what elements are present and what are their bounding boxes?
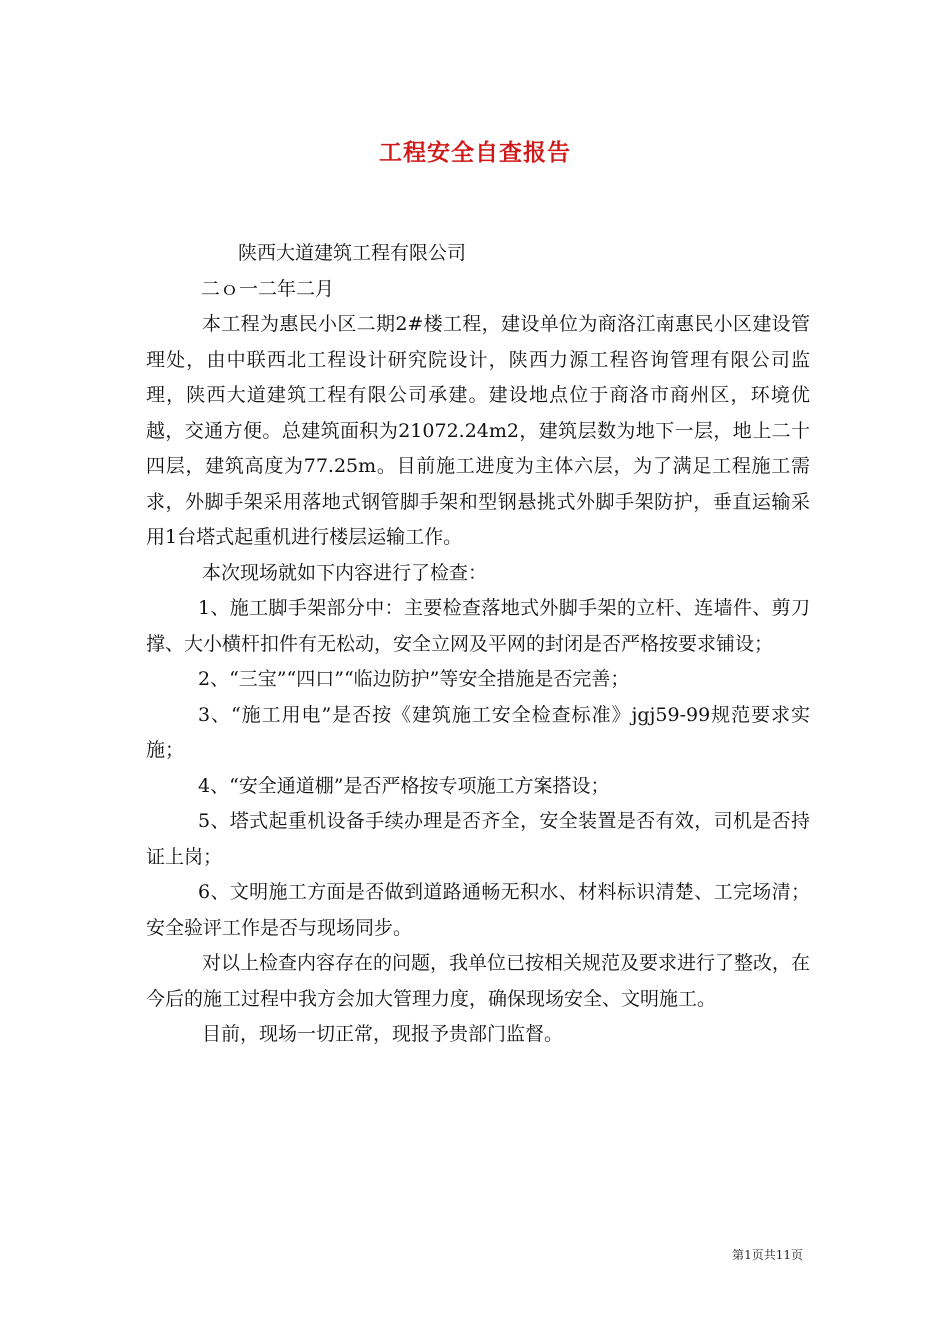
document-title: 工程安全自查报告 [379, 139, 571, 166]
company-name: 陕西大道建筑工程有限公司 [238, 242, 467, 264]
page-number-footer: 第1页共11页 [732, 1248, 803, 1262]
check-item-6: 6、文明施工方面是否做到道路通畅无积水、材料标识清楚、工完场清；安全验评工作是否与现场同步。 [146, 881, 810, 939]
intro-paragraph: 本工程为惠民小区二期2#楼工程，建设单位为商洛江南惠民小区建设管理处，由中联西北工程设计研究院设计，陕西力源工程咨询管理有限公司监理，陕西大道建筑工程有限公司承建。建设地点位于商洛市商州区，环境优越，交通方便。总建筑面积为21072.24m2，建筑层数为地下一层，地上二十四层，建筑高度为77.25m。目前施工进度为主体六层，为了满足工程施工需求，外脚手架采用落地式钢管脚手架和型钢悬挑式外脚手架防护，垂直运输采用1台塔式起重机进行楼层运输工作。 [146, 313, 810, 548]
check-item-3: 3、“施工用电”是否按《建筑施工安全检查标准》jgj59-99规范要求实施； [146, 703, 810, 761]
closing-paragraph: 目前，现场一切正常，现报予贵部门监督。 [202, 1023, 564, 1045]
check-item-1: 1、施工脚手架部分中：主要检查落地式外脚手架的立杆、连墙件、剪刀撑、大小横杆扣件有无松动，安全立网及平网的封闭是否严格按要求铺设； [146, 597, 810, 655]
report-date: 二ｏ一二年二月 [201, 277, 335, 300]
check-intro-paragraph: 本次现场就如下内容进行了检查： [202, 561, 488, 584]
check-item-2: 2、“三宝”“四口”“临边防护”等安全措施是否完善； [198, 668, 630, 690]
rectify-paragraph: 对以上检查内容存在的问题，我单位已按相关规范及要求进行了整改，在今后的施工过程中我方会加大管理力度，确保现场安全、文明施工。 [146, 952, 811, 1010]
check-item-4: 4、“安全通道棚”是否严格按专项施工方案搭设； [198, 774, 610, 797]
document-body [146, 236, 810, 1053]
check-item-5: 5、塔式起重机设备手续办理是否齐全，安全装置是否有效，司机是否持证上岗； [146, 810, 810, 868]
